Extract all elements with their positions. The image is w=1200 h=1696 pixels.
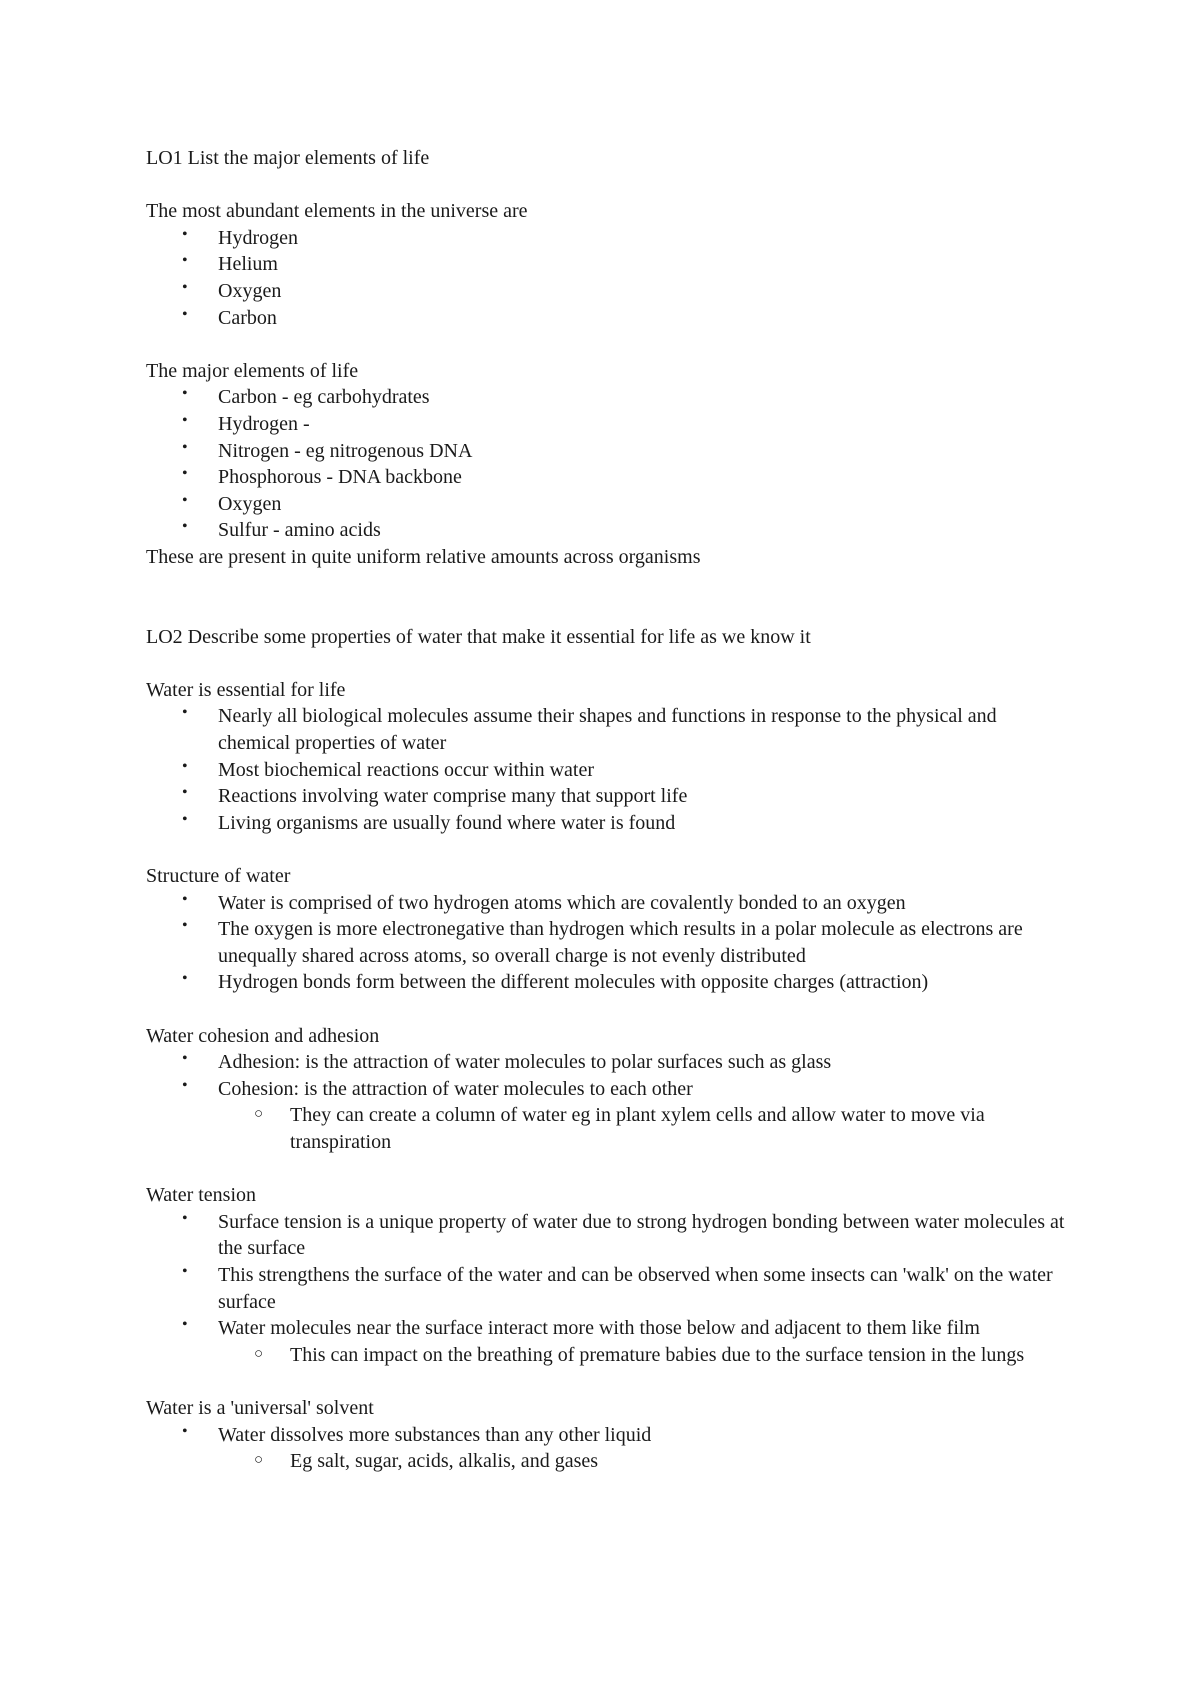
list-item: • Sulfur - amino acids — [146, 517, 1066, 544]
tension-intro: Water tension — [146, 1184, 257, 1207]
sub-list-item: ○ Eg salt, sugar, acids, alkalis, and gases — [218, 1448, 1066, 1475]
bullet-icon: • — [182, 438, 188, 456]
bullet-icon: • — [182, 1262, 188, 1280]
cohesion-intro: Water cohesion and adhesion — [146, 1024, 380, 1047]
bullet-icon: • — [182, 1209, 188, 1227]
list-item: • Phosphorous - DNA backbone — [146, 464, 1066, 491]
list-item: • Hydrogen - — [146, 411, 1066, 438]
bullet-icon: • — [182, 305, 188, 323]
list-item: • Water molecules near the surface interact more with those below and adjacent to them like film ○ This can impact on the breathing of premature babies due to the surface tension in the lungs — [146, 1315, 1066, 1368]
solvent-list — [146, 1422, 1066, 1475]
list-item: • Most biochemical reactions occur within water — [146, 757, 1066, 784]
bullet-icon: • — [182, 491, 188, 509]
bullet-icon: • — [182, 970, 188, 988]
bullet-icon: • — [182, 704, 188, 722]
solvent-sublist — [218, 1448, 1066, 1475]
cohesion-sublist — [218, 1102, 1066, 1155]
solvent-intro: Water is a 'universal' solvent — [146, 1396, 374, 1419]
list-item: • Water dissolves more substances than any other liquid ○ Eg salt, sugar, acids, alkalis, and gases — [146, 1422, 1066, 1475]
list-item: • Nearly all biological molecules assume their shapes and functions in response to the physical and chemical properties of water — [146, 703, 1066, 756]
major-outro: These are present in quite uniform relative amounts across organisms — [146, 545, 701, 568]
list-item: • Adhesion: is the attraction of water molecules to polar surfaces such as glass — [146, 1049, 1066, 1076]
bullet-icon: • — [182, 810, 188, 828]
bullet-icon: • — [182, 252, 188, 270]
cohesion-list — [146, 1049, 1066, 1155]
circle-bullet-icon: ○ — [254, 1106, 264, 1123]
list-item: • Hydrogen — [146, 225, 1066, 252]
major-list — [146, 384, 1066, 544]
list-item: • Oxygen — [146, 491, 1066, 518]
list-item: • Surface tension is a unique property of water due to strong hydrogen bonding between water molecules at the surface — [146, 1209, 1066, 1262]
bullet-icon: • — [182, 917, 188, 935]
bullet-icon: • — [182, 1316, 188, 1334]
list-item: • Reactions involving water comprise many that support life — [146, 783, 1066, 810]
bullet-icon: • — [182, 1076, 188, 1094]
list-item: • Hydrogen bonds form between the different molecules with opposite charges (attraction) — [146, 969, 1066, 996]
bullet-icon: • — [182, 1050, 188, 1068]
list-item: • Helium — [146, 251, 1066, 278]
circle-bullet-icon: ○ — [254, 1452, 264, 1469]
list-item: • Water is comprised of two hydrogen atoms which are covalently bonded to an oxygen — [146, 890, 1066, 917]
list-item: • Cohesion: is the attraction of water molecules to each other ○ They can create a column of water eg in plant xylem cells and allow water to move via transpiration — [146, 1076, 1066, 1156]
document-page — [146, 145, 1066, 1475]
tension-sublist — [218, 1342, 1066, 1369]
essential-list — [146, 703, 1066, 836]
bullet-icon: • — [182, 757, 188, 775]
bullet-icon: • — [182, 1422, 188, 1440]
sub-list-item: ○ They can create a column of water eg in plant xylem cells and allow water to move via transpiration — [218, 1102, 1066, 1155]
bullet-icon: • — [182, 385, 188, 403]
bullet-icon: • — [182, 784, 188, 802]
list-item: • Carbon - eg carbohydrates — [146, 384, 1066, 411]
bullet-icon: • — [182, 465, 188, 483]
essential-intro: Water is essential for life — [146, 678, 346, 701]
sub-list-item: ○ This can impact on the breathing of premature babies due to the surface tension in the lungs — [218, 1342, 1066, 1369]
list-item: • The oxygen is more electronegative than hydrogen which results in a polar molecule as electrons are unequally shared across atoms, so overall charge is not evenly distributed — [146, 916, 1066, 969]
bullet-icon: • — [182, 890, 188, 908]
list-item: • Living organisms are usually found where water is found — [146, 810, 1066, 837]
bullet-icon: • — [182, 411, 188, 429]
structure-list — [146, 890, 1066, 996]
structure-intro: Structure of water — [146, 865, 291, 888]
major-intro: The major elements of life — [146, 359, 359, 382]
lo2-heading: LO2 Describe some properties of water that make it essential for life as we know it — [146, 625, 811, 648]
abundant-list — [146, 225, 1066, 331]
list-item: • This strengthens the surface of the water and can be observed when some insects can 'walk' on the water surface — [146, 1262, 1066, 1315]
tension-list — [146, 1209, 1066, 1369]
bullet-icon: • — [182, 518, 188, 536]
list-item: • Oxygen — [146, 278, 1066, 305]
abundant-intro: The most abundant elements in the universe are — [146, 200, 528, 223]
circle-bullet-icon: ○ — [254, 1345, 264, 1362]
lo1-heading: LO1 List the major elements of life — [146, 147, 430, 169]
list-item: • Carbon — [146, 305, 1066, 332]
bullet-icon: • — [182, 225, 188, 243]
bullet-icon: • — [182, 278, 188, 296]
list-item: • Nitrogen - eg nitrogenous DNA — [146, 438, 1066, 465]
